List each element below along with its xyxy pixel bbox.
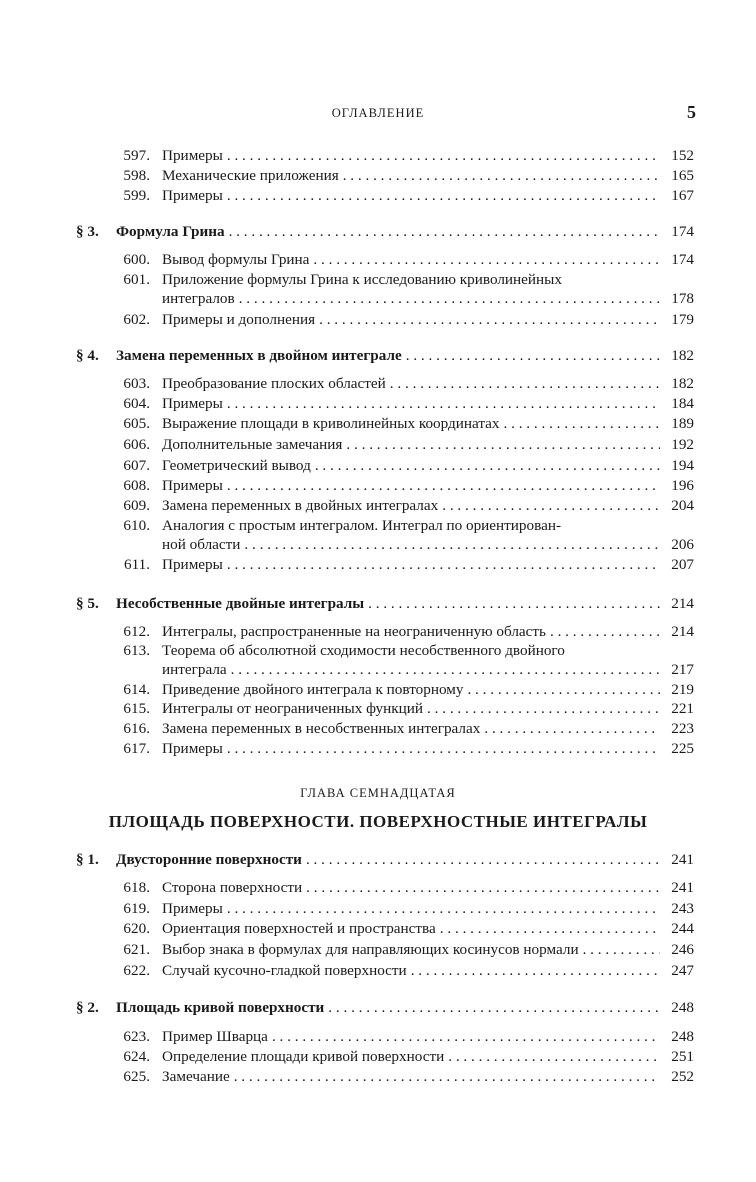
item-title-line1: Приложение формулы Грина к исследованию криволинейных bbox=[162, 271, 562, 288]
page-ref: 241 bbox=[671, 879, 694, 896]
toc-item bbox=[0, 555, 756, 575]
toc-item bbox=[0, 186, 756, 206]
item-number: 621. bbox=[123, 941, 150, 958]
dot-leader bbox=[315, 456, 660, 476]
item-title: Замечание bbox=[162, 1068, 230, 1085]
section-number: § 2. bbox=[76, 999, 99, 1016]
item-title: Сторона поверхности bbox=[162, 879, 303, 896]
dot-leader bbox=[390, 374, 660, 394]
page-ref: 207 bbox=[671, 556, 694, 573]
toc-item bbox=[0, 622, 756, 642]
item-number: 610. bbox=[123, 517, 150, 534]
toc-item bbox=[0, 1047, 756, 1067]
page-number: 5 bbox=[687, 102, 696, 122]
dot-leader bbox=[306, 878, 660, 898]
item-number: 604. bbox=[123, 395, 150, 412]
toc-section bbox=[0, 850, 756, 870]
item-title: Замена переменных в двойных интегралах bbox=[162, 497, 439, 514]
page-ref: 225 bbox=[671, 740, 694, 757]
dot-leader bbox=[229, 222, 660, 242]
page-ref: 248 bbox=[671, 999, 694, 1016]
dot-leader bbox=[227, 555, 660, 575]
dot-leader bbox=[319, 310, 660, 330]
dot-leader bbox=[343, 166, 660, 186]
item-title: Примеры bbox=[162, 477, 223, 494]
item-title: Вывод формулы Грина bbox=[162, 251, 310, 268]
item-number: 609. bbox=[123, 497, 150, 514]
item-title: Примеры bbox=[162, 900, 223, 917]
item-title-line1: Аналогия с простым интегралом. Интеграл по ориентирован- bbox=[162, 517, 562, 534]
dot-leader bbox=[231, 660, 660, 680]
dot-leader bbox=[227, 899, 660, 919]
item-title-line2: интеграла bbox=[162, 661, 227, 678]
item-title: Интегралы, распространенные на неограниченную область bbox=[162, 623, 546, 640]
toc-item bbox=[0, 394, 756, 414]
toc-item bbox=[0, 878, 756, 898]
dot-leader bbox=[550, 622, 660, 642]
item-title: Приведение двойного интеграла к повторному bbox=[162, 681, 464, 698]
page-ref: 174 bbox=[671, 251, 694, 268]
page-ref: 167 bbox=[671, 187, 694, 204]
dot-leader bbox=[306, 850, 660, 870]
item-title: Примеры bbox=[162, 187, 223, 204]
toc-section bbox=[0, 346, 756, 366]
toc-item bbox=[0, 270, 756, 307]
item-number: 615. bbox=[123, 700, 150, 717]
item-number: 611. bbox=[123, 556, 150, 573]
item-number: 619. bbox=[123, 900, 150, 917]
item-number: 613. bbox=[123, 642, 150, 659]
toc-item bbox=[0, 456, 756, 476]
page-ref: 214 bbox=[671, 623, 694, 640]
page-ref: 241 bbox=[671, 851, 694, 868]
page-ref: 217 bbox=[671, 661, 694, 678]
page-ref: 194 bbox=[671, 457, 694, 474]
page-ref: 223 bbox=[671, 720, 694, 737]
item-number: 601. bbox=[123, 271, 150, 288]
item-number: 607. bbox=[123, 457, 150, 474]
page-ref: 219 bbox=[671, 681, 694, 698]
running-head: ОГЛАВЛЕНИЕ bbox=[331, 106, 425, 120]
dot-leader bbox=[227, 186, 660, 206]
page-ref: 248 bbox=[671, 1028, 694, 1045]
dot-leader bbox=[239, 289, 660, 309]
item-title: Определение площади кривой поверхности bbox=[162, 1048, 445, 1065]
toc-item bbox=[0, 1027, 756, 1047]
item-title: Случай кусочно-гладкой поверхности bbox=[162, 962, 407, 979]
page-ref: 189 bbox=[671, 415, 694, 432]
section-number: § 5. bbox=[76, 595, 99, 612]
page-ref: 184 bbox=[671, 395, 694, 412]
dot-leader bbox=[227, 394, 660, 414]
item-number: 600. bbox=[123, 251, 150, 268]
item-title: Примеры и дополнения bbox=[162, 311, 316, 328]
page-ref: 174 bbox=[671, 223, 694, 240]
toc-item bbox=[0, 250, 756, 270]
dot-leader bbox=[406, 346, 660, 366]
item-title: Пример Шварца bbox=[162, 1028, 268, 1045]
item-number: 599. bbox=[123, 187, 150, 204]
dot-leader bbox=[411, 961, 660, 981]
dot-leader bbox=[227, 146, 660, 166]
item-title: Интегралы от неограниченных функций bbox=[162, 700, 424, 717]
item-number: 623. bbox=[123, 1028, 150, 1045]
page-ref: 179 bbox=[671, 311, 694, 328]
item-number: 605. bbox=[123, 415, 150, 432]
dot-leader bbox=[467, 680, 660, 700]
toc-item bbox=[0, 476, 756, 496]
toc-item bbox=[0, 940, 756, 960]
item-number: 598. bbox=[123, 167, 150, 184]
toc-item bbox=[0, 374, 756, 394]
page-ref: 244 bbox=[671, 920, 694, 937]
page-ref: 246 bbox=[671, 941, 694, 958]
toc-item bbox=[0, 699, 756, 719]
dot-leader bbox=[440, 919, 660, 939]
toc-item bbox=[0, 166, 756, 186]
toc-section bbox=[0, 222, 756, 242]
item-number: 597. bbox=[123, 147, 150, 164]
page-ref: 251 bbox=[671, 1048, 694, 1065]
item-title: Примеры bbox=[162, 147, 223, 164]
item-title: Примеры bbox=[162, 395, 223, 412]
toc-item bbox=[0, 1067, 756, 1087]
dot-leader bbox=[448, 1047, 660, 1067]
dot-leader bbox=[346, 435, 660, 455]
item-number: 614. bbox=[123, 681, 150, 698]
item-title: Выбор знака в формулах для направляющих косинусов нормали bbox=[162, 941, 579, 958]
item-title: Выражение площади в криволинейных координатах bbox=[162, 415, 500, 432]
toc-item bbox=[0, 414, 756, 434]
dot-leader bbox=[427, 699, 660, 719]
item-number: 616. bbox=[123, 720, 150, 737]
item-number: 608. bbox=[123, 477, 150, 494]
page-ref: 204 bbox=[671, 497, 694, 514]
dot-leader bbox=[227, 739, 660, 759]
item-title: Механические приложения bbox=[162, 167, 339, 184]
section-title: Площадь кривой поверхности bbox=[116, 999, 325, 1016]
item-number: 625. bbox=[123, 1068, 150, 1085]
item-title: Ориентация поверхностей и пространства bbox=[162, 920, 436, 937]
toc-item bbox=[0, 146, 756, 166]
page-ref: 247 bbox=[671, 962, 694, 979]
chapter-title: ПЛОЩАДЬ ПОВЕРХНОСТИ. ПОВЕРХНОСТНЫЕ ИНТЕГРАЛЫ bbox=[108, 812, 648, 831]
dot-leader bbox=[583, 940, 660, 960]
item-title: Примеры bbox=[162, 556, 223, 573]
section-number: § 1. bbox=[76, 851, 99, 868]
item-number: 624. bbox=[123, 1048, 150, 1065]
section-number: § 3. bbox=[76, 223, 99, 240]
item-title: Геометрический вывод bbox=[162, 457, 311, 474]
toc-item bbox=[0, 496, 756, 516]
item-title-line2: ной области bbox=[162, 536, 241, 553]
page-ref: 252 bbox=[671, 1068, 694, 1085]
dot-leader bbox=[234, 1067, 660, 1087]
toc-item bbox=[0, 435, 756, 455]
page-ref: 152 bbox=[671, 147, 694, 164]
page-ref: 182 bbox=[671, 347, 694, 364]
page-ref: 178 bbox=[671, 290, 694, 307]
dot-leader bbox=[484, 719, 660, 739]
dot-leader bbox=[227, 476, 660, 496]
section-title: Замена переменных в двойном интеграле bbox=[116, 347, 402, 364]
page-ref: 243 bbox=[671, 900, 694, 917]
dot-leader bbox=[328, 998, 660, 1018]
toc-item bbox=[0, 310, 756, 330]
item-number: 612. bbox=[123, 623, 150, 640]
toc-item bbox=[0, 719, 756, 739]
item-title: Примеры bbox=[162, 740, 223, 757]
item-number: 606. bbox=[123, 436, 150, 453]
item-title: Преобразование плоских областей bbox=[162, 375, 386, 392]
item-number: 622. bbox=[123, 962, 150, 979]
page-ref: 214 bbox=[671, 595, 694, 612]
item-number: 618. bbox=[123, 879, 150, 896]
dot-leader bbox=[272, 1027, 660, 1047]
dot-leader bbox=[442, 496, 660, 516]
toc-item bbox=[0, 899, 756, 919]
toc-item bbox=[0, 680, 756, 700]
item-number: 617. bbox=[123, 740, 150, 757]
toc-item bbox=[0, 516, 756, 553]
toc-section bbox=[0, 594, 756, 614]
page-ref: 221 bbox=[671, 700, 694, 717]
page-ref: 206 bbox=[671, 536, 694, 553]
toc-item bbox=[0, 961, 756, 981]
dot-leader bbox=[313, 250, 660, 270]
page-ref: 192 bbox=[671, 436, 694, 453]
item-number: 603. bbox=[123, 375, 150, 392]
item-title: Замена переменных в несобственных интегралах bbox=[162, 720, 481, 737]
toc-item bbox=[0, 739, 756, 759]
toc-section bbox=[0, 998, 756, 1018]
dot-leader bbox=[368, 594, 660, 614]
section-title: Несобственные двойные интегралы bbox=[116, 595, 365, 612]
item-number: 620. bbox=[123, 920, 150, 937]
page-ref: 165 bbox=[671, 167, 694, 184]
dot-leader bbox=[244, 535, 660, 555]
page-header bbox=[0, 104, 756, 124]
section-number: § 4. bbox=[76, 347, 99, 364]
item-title-line2: интегралов bbox=[162, 290, 235, 307]
toc-item bbox=[0, 641, 756, 678]
item-number: 602. bbox=[123, 311, 150, 328]
item-title: Дополнительные замечания bbox=[162, 436, 343, 453]
section-title: Двусторонние поверхности bbox=[116, 851, 302, 868]
dot-leader bbox=[504, 414, 660, 434]
item-title-line1: Теорема об абсолютной сходимости несобственного двойного bbox=[162, 642, 565, 659]
section-title: Формула Грина bbox=[116, 223, 225, 240]
toc-item bbox=[0, 919, 756, 939]
page-ref: 196 bbox=[671, 477, 694, 494]
page-ref: 182 bbox=[671, 375, 694, 392]
chapter-label: ГЛАВА СЕМНАДЦАТАЯ bbox=[300, 786, 456, 800]
